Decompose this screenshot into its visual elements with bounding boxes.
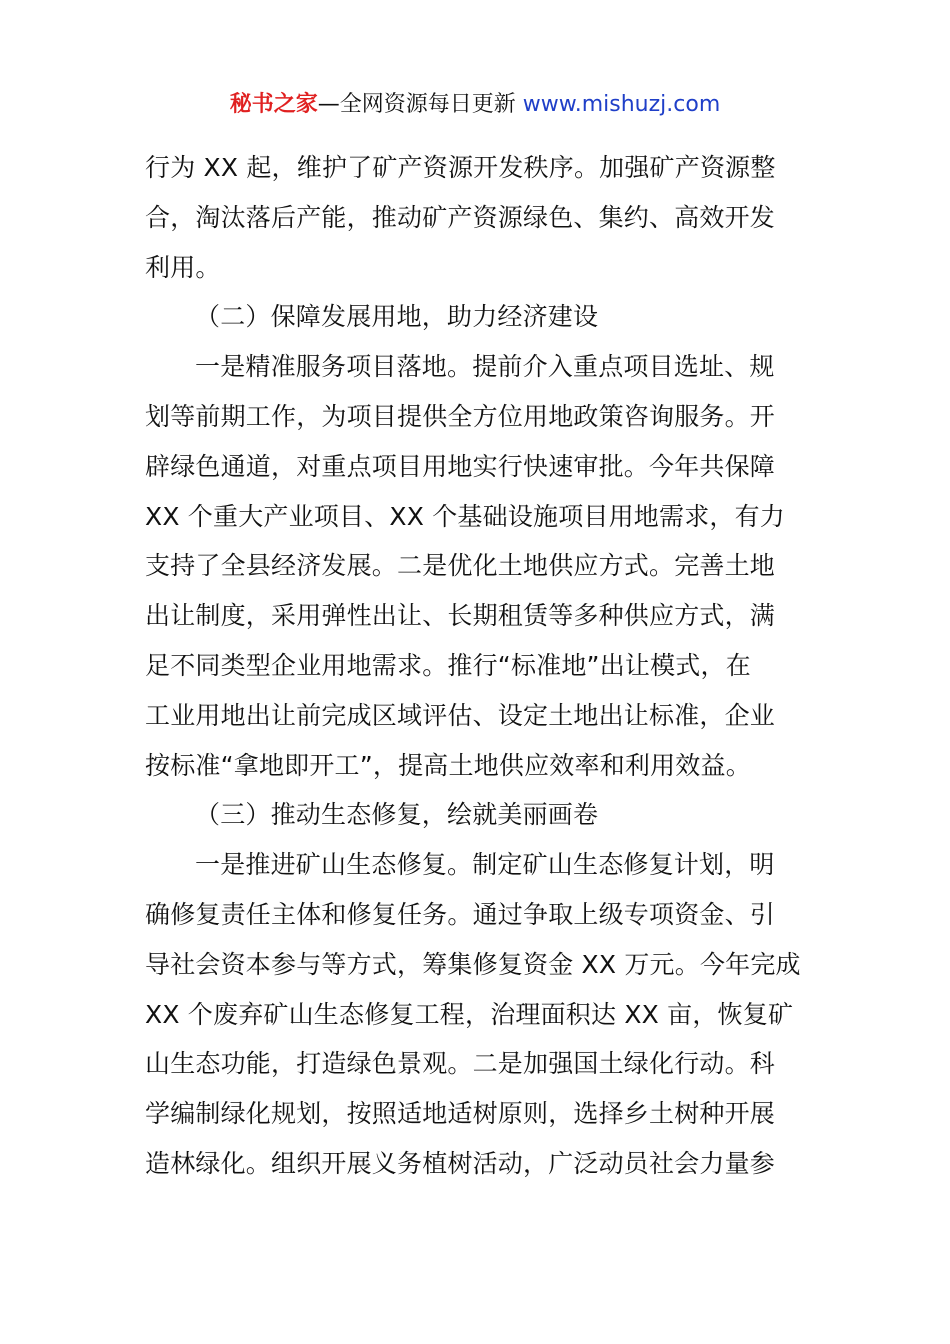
section-heading-2: （二）保障发展用地，助力经济建设	[195, 302, 599, 332]
body-line: 出让制度，采用弹性出让、长期租赁等多种供应方式，满	[145, 601, 776, 631]
body-line: 按标准“拿地即开工”，提高土地供应效率和利用效益。	[145, 750, 751, 780]
body-line: 合，淘汰落后产能，推动矿产资源绿色、集约、高效开发	[145, 202, 776, 232]
section-heading-3: （三）推动生态修复，绘就美丽画卷	[195, 800, 599, 830]
body-line: 造林绿化。组织开展义务植树活动，广泛动员社会力量参	[145, 1148, 776, 1178]
body-line: 足不同类型企业用地需求。推行“标准地”出让模式，在	[145, 650, 751, 680]
body-line: 利用。	[145, 252, 221, 282]
body-line: 行为 XX 起，维护了矿产资源开发秩序。加强矿产资源整	[145, 153, 776, 182]
body-line: 支持了全县经济发展。二是优化土地供应方式。完善土地	[145, 551, 776, 581]
body-line: 工业用地出让前完成区域评估、设定土地出让标准，企业	[145, 700, 776, 730]
body-line: XX 个废弃矿山生态修复工程，治理面积达 XX 亩，恢复矿	[145, 999, 794, 1029]
header-slogan: —全网资源每日更新	[317, 92, 523, 117]
body-line: XX 个重大产业项目、XX 个基础设施项目用地需求，有力	[145, 501, 786, 531]
paragraph-first-line: 一是推进矿山生态修复。制定矿山生态修复计划，明	[195, 850, 775, 880]
body-line: 学编制绿化规划，按照适地适树原则，选择乡土树种开展	[145, 1099, 776, 1129]
header-brand: 秘书之家	[229, 92, 318, 117]
body-line: 辟绿色通道，对重点项目用地实行快速审批。今年共保障	[145, 451, 776, 481]
body-line: 导社会资本参与等方式，筹集修复资金 XX 万元。今年完成	[145, 949, 801, 979]
paragraph-first-line: 一是精准服务项目落地。提前介入重点项目选址、规	[195, 352, 775, 382]
body-line: 确修复责任主体和修复任务。通过争取上级专项资金、引	[145, 899, 776, 929]
body-line: 划等前期工作，为项目提供全方位用地政策咨询服务。开	[145, 401, 776, 431]
document-body	[145, 143, 809, 1189]
body-line: 山生态功能，打造绿色景观。二是加强国土绿化行动。科	[145, 1049, 776, 1079]
header-url-link[interactable]: www.mishuzj.com	[522, 92, 721, 117]
page-header	[0, 88, 950, 122]
